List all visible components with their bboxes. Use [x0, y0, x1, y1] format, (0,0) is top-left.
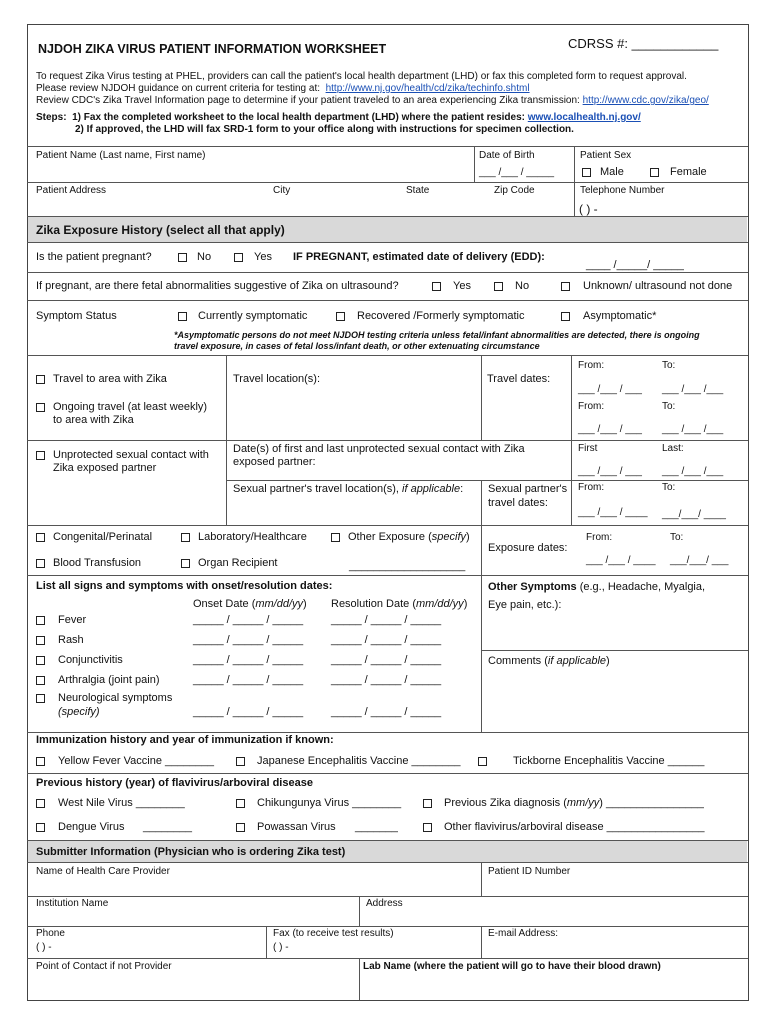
fever-checkbox[interactable]	[36, 616, 45, 625]
west-nile-checkbox[interactable]	[36, 799, 45, 808]
intro-line-1: To request Zika Virus testing at PHEL, providers can call the patient's local health department (LHD) or fax this completed form to request approval.	[36, 71, 687, 82]
ongoing-travel-label-1: Ongoing travel (at least weekly)	[53, 401, 208, 413]
phone-blank[interactable]: ( ) -	[579, 202, 598, 216]
contact-first-blank[interactable]: ___ /___ / ___	[578, 466, 642, 477]
submitter-title: Submitter Information (Physician who is ordering Zika test)	[36, 846, 346, 858]
dengue-checkbox[interactable]	[36, 823, 45, 832]
intro-line-3: Review CDC's Zika Travel Information page to determine if your patient traveled to an area experiencing Zika transmission: http://www.cdc.gov/zika/geo/	[36, 95, 709, 106]
exposure-to-blank[interactable]: ___/___/ ___	[670, 555, 729, 566]
rash-checkbox[interactable]	[36, 636, 45, 645]
fetal-no-label: No	[515, 280, 530, 292]
sexual-contact-checkbox[interactable]	[36, 451, 45, 460]
pregnant-question: Is the patient pregnant?	[36, 251, 152, 263]
japanese-enceph-checkbox[interactable]	[236, 757, 245, 766]
blood-transfusion-label: Blood Transfusion	[53, 557, 142, 569]
congenital-checkbox[interactable]	[36, 533, 45, 542]
fever-label: Fever	[58, 614, 87, 626]
intro-line-2: Please review NJDOH guidance on current criteria for testing at: http://www.nj.gov/health/cd/zika/techinfo.shtml	[36, 83, 530, 94]
japanese-enceph-label: Japanese Encephalitis Vaccine ________	[257, 755, 461, 767]
other-flavivirus-label: Other flavivirus/arboviral disease ________________	[444, 821, 705, 833]
partner-to-blank[interactable]: ___/___/ ____	[662, 509, 726, 520]
dob-blank[interactable]: ___ /___ / _____	[479, 167, 555, 178]
tickborne-label: Tickborne Encephalitis Vaccine ______	[513, 755, 705, 767]
provider-name-label[interactable]: Name of Health Care Provider	[36, 866, 170, 877]
exposure-from-label: From:	[586, 532, 613, 543]
ongoing-to-blank[interactable]: ___ /___ /___	[662, 424, 724, 435]
onset-date-header: Onset Date (mm/dd/yy)	[193, 598, 307, 610]
travel-zika-checkbox[interactable]	[36, 375, 45, 384]
contact-last-label: Last:	[662, 443, 684, 454]
address-label[interactable]: Patient Address	[36, 185, 107, 196]
chikungunya-label: Chikungunya Virus ________	[257, 797, 402, 809]
exposure-from-blank[interactable]: ___ /___ / ____	[586, 555, 656, 566]
recovered-label: Recovered /Formerly symptomatic	[357, 310, 525, 322]
ongoing-travel-checkbox[interactable]	[36, 403, 45, 412]
institution-label[interactable]: Institution Name	[36, 898, 109, 909]
fetal-no-checkbox[interactable]	[494, 282, 503, 291]
other-flavivirus-checkbox[interactable]	[423, 823, 432, 832]
email-label[interactable]: E-mail Address:	[488, 928, 559, 939]
dengue-label: Dengue Virus	[58, 821, 125, 833]
previous-history-title: Previous history (year) of flavivirus/arboviral disease	[36, 777, 313, 789]
exposure-section-title: Zika Exposure History (select all that apply)	[36, 223, 285, 237]
organ-recipient-checkbox[interactable]	[181, 559, 190, 568]
other-symptoms-eg: Eye pain, etc.):	[488, 599, 562, 611]
submitter-phone-label: Phone	[36, 928, 65, 939]
other-exposure-blank[interactable]: ___________________	[349, 560, 466, 572]
conjunctivitis-resolution-blank[interactable]: _____ / _____ / _____	[331, 654, 442, 666]
currently-symptomatic-label: Currently symptomatic	[198, 310, 308, 322]
resolution-date-header: Resolution Date (mm/dd/yy)	[331, 598, 468, 610]
point-of-contact-label[interactable]: Point of Contact if not Provider	[36, 961, 172, 972]
phone-label: Telephone Number	[580, 185, 665, 196]
zip-label[interactable]: Zip Code	[494, 185, 535, 196]
powassan-blank[interactable]: _______	[355, 821, 398, 833]
ongoing-from-label: From:	[578, 401, 605, 412]
partner-dates-label-2: travel dates:	[488, 497, 548, 509]
neurological-specify: (specify)	[58, 706, 100, 718]
other-exposure-label: Other Exposure (specify)	[348, 531, 470, 543]
neurological-onset-blank[interactable]: _____ / _____ / _____	[193, 706, 304, 718]
laboratory-label: Laboratory/Healthcare	[198, 531, 307, 543]
powassan-checkbox[interactable]	[236, 823, 245, 832]
recovered-checkbox[interactable]	[336, 312, 345, 321]
state-label[interactable]: State	[406, 185, 430, 196]
fetal-yes-checkbox[interactable]	[432, 282, 441, 291]
page-title: NJDOH ZIKA VIRUS PATIENT INFORMATION WORKSHEET	[38, 42, 387, 56]
travel-zika-label: Travel to area with Zika	[53, 373, 167, 385]
travel-locations-label[interactable]: Travel location(s):	[233, 373, 321, 385]
contact-last-blank[interactable]: ___ /___ /___	[662, 466, 724, 477]
comments-label[interactable]: Comments (if applicable)	[488, 655, 610, 667]
partner-from-label: From:	[578, 482, 605, 493]
nj-guidance-link[interactable]: http://www.nj.gov/health/cd/zika/techinfo.shtml	[325, 83, 530, 94]
yellow-fever-checkbox[interactable]	[36, 757, 45, 766]
travel-to-label: To:	[662, 360, 676, 371]
exposure-to-label: To:	[670, 532, 684, 543]
currently-symptomatic-checkbox[interactable]	[178, 312, 187, 321]
dengue-blank[interactable]: ________	[143, 821, 192, 833]
conjunctivitis-onset-blank[interactable]: _____ / _____ / _____	[193, 654, 304, 666]
asymptomatic-label: Asymptomatic*	[583, 310, 657, 322]
fetal-unknown-checkbox[interactable]	[561, 282, 570, 291]
pregnant-no-checkbox[interactable]	[178, 253, 187, 262]
neurological-resolution-blank[interactable]: _____ / _____ / _____	[331, 706, 442, 718]
city-label[interactable]: City	[273, 185, 291, 196]
fetal-yes-label: Yes	[453, 280, 471, 292]
patient-name-label[interactable]: Patient Name (Last name, First name)	[36, 150, 206, 161]
partner-travel-locations[interactable]: Sexual partner's travel location(s), if applicable:	[233, 483, 464, 495]
pregnant-no-label: No	[197, 251, 212, 263]
arthralgia-checkbox[interactable]	[36, 676, 45, 685]
contact-dates-label-2: exposed partner:	[233, 456, 316, 468]
step-2: 2) If approved, the LHD will fax SRD-1 form to your office along with instructions for specimen collection.	[75, 124, 574, 135]
powassan-label: Powassan Virus	[257, 821, 336, 833]
ongoing-to-label: To:	[662, 401, 676, 412]
fetal-unknown-label: Unknown/ ultrasound not done	[583, 280, 733, 292]
other-exposure-checkbox[interactable]	[331, 533, 340, 542]
fetal-question: If pregnant, are there fetal abnormalities suggestive of Zika on ultrasound?	[36, 280, 399, 292]
fever-resolution-blank[interactable]: _____ / _____ / _____	[331, 614, 442, 626]
step-1: Steps: 1) Fax the completed worksheet to the local health department (LHD) where the patient resides: www.localhealth.nj.gov/	[36, 112, 641, 123]
previous-zika-label: Previous Zika diagnosis (mm/yy) ________________	[444, 797, 704, 809]
conjunctivitis-label: Conjunctivitis	[58, 654, 123, 666]
rash-onset-blank[interactable]: _____ / _____ / _____	[193, 634, 304, 646]
sex-label: Patient Sex	[580, 150, 632, 161]
female-checkbox[interactable]	[650, 168, 659, 177]
asymptomatic-note-2: travel exposure, in cases of fetal loss/infant death, or other extenuating circumstance	[174, 341, 540, 351]
previous-zika-checkbox[interactable]	[423, 799, 432, 808]
immunization-title: Immunization history and year of immunization if known:	[36, 734, 334, 746]
asymptomatic-checkbox[interactable]	[561, 312, 570, 321]
fever-onset-blank[interactable]: _____ / _____ / _____	[193, 614, 304, 626]
sexual-contact-label-1: Unprotected sexual contact with	[53, 449, 209, 461]
chikungunya-checkbox[interactable]	[236, 799, 245, 808]
male-label: Male	[600, 166, 624, 178]
west-nile-label: West Nile Virus ________	[58, 797, 185, 809]
male-checkbox[interactable]	[582, 168, 591, 177]
fax-blank[interactable]: ( ) -	[273, 942, 289, 953]
cdc-geo-link[interactable]: http://www.cdc.gov/zika/geo/	[582, 95, 709, 106]
edd-blank[interactable]: ____ /_____/ _____	[586, 259, 684, 271]
cdrss-number[interactable]: CDRSS #: ____________	[568, 36, 719, 51]
other-symptoms-label[interactable]: Other Symptoms (e.g., Headache, Myalgia,	[488, 581, 706, 593]
blood-transfusion-checkbox[interactable]	[36, 559, 45, 568]
female-label: Female	[670, 166, 707, 178]
sexual-contact-label-2: Zika exposed partner	[53, 462, 157, 474]
arthralgia-resolution-blank[interactable]: _____ / _____ / _____	[331, 674, 442, 686]
travel-to-blank[interactable]: ___ /___ /___	[662, 384, 724, 395]
ongoing-travel-label-2: to area with Zika	[53, 414, 134, 426]
conjunctivitis-checkbox[interactable]	[36, 656, 45, 665]
patient-id-label[interactable]: Patient ID Number	[488, 866, 571, 877]
yellow-fever-label: Yellow Fever Vaccine ________	[58, 755, 214, 767]
travel-from-blank[interactable]: ___ /___ / ___	[578, 384, 642, 395]
travel-from-label: From:	[578, 360, 605, 371]
travel-dates-label: Travel dates:	[487, 373, 551, 385]
arthralgia-onset-blank[interactable]: _____ / _____ / _____	[193, 674, 304, 686]
submitter-address-label[interactable]: Address	[366, 898, 403, 909]
congenital-label: Congenital/Perinatal	[53, 531, 153, 543]
organ-recipient-label: Organ Recipient	[198, 557, 278, 569]
partner-dates-label-1: Sexual partner's	[488, 483, 568, 495]
asymptomatic-note-1: *Asymptomatic persons do not meet NJDOH testing criteria unless fetal/infant abnormalities are detected, there is ongoing	[174, 330, 700, 340]
submitter-phone-blank[interactable]: ( ) -	[36, 942, 52, 953]
symptoms-title: List all signs and symptoms with onset/resolution dates:	[36, 580, 333, 592]
exposure-dates-label: Exposure dates:	[488, 542, 568, 554]
partner-from-blank[interactable]: ___ /___ / ____	[578, 507, 648, 518]
dob-label[interactable]: Date of Birth	[479, 150, 535, 161]
neurological-label: Neurological symptoms	[58, 692, 173, 704]
tickborne-checkbox[interactable]	[478, 757, 487, 766]
partner-to-label: To:	[662, 482, 676, 493]
pregnant-yes-label: Yes	[254, 251, 272, 263]
localhealth-link[interactable]: www.localhealth.nj.gov/	[527, 112, 641, 123]
contact-first-label: First	[578, 443, 598, 454]
lab-name-label[interactable]: Lab Name (where the patient will go to have their blood drawn)	[363, 961, 661, 972]
rash-label: Rash	[58, 634, 84, 646]
neurological-checkbox[interactable]	[36, 694, 45, 703]
laboratory-checkbox[interactable]	[181, 533, 190, 542]
symptom-status-label: Symptom Status	[36, 310, 117, 322]
contact-dates-label-1: Date(s) of first and last unprotected sexual contact with Zika	[233, 443, 525, 455]
pregnant-yes-checkbox[interactable]	[234, 253, 243, 262]
fax-label: Fax (to receive test results)	[273, 928, 394, 939]
edd-label: IF PREGNANT, estimated date of delivery (EDD):	[293, 251, 545, 263]
rash-resolution-blank[interactable]: _____ / _____ / _____	[331, 634, 442, 646]
arthralgia-label: Arthralgia (joint pain)	[58, 674, 160, 686]
ongoing-from-blank[interactable]: ___ /___ / ___	[578, 424, 642, 435]
